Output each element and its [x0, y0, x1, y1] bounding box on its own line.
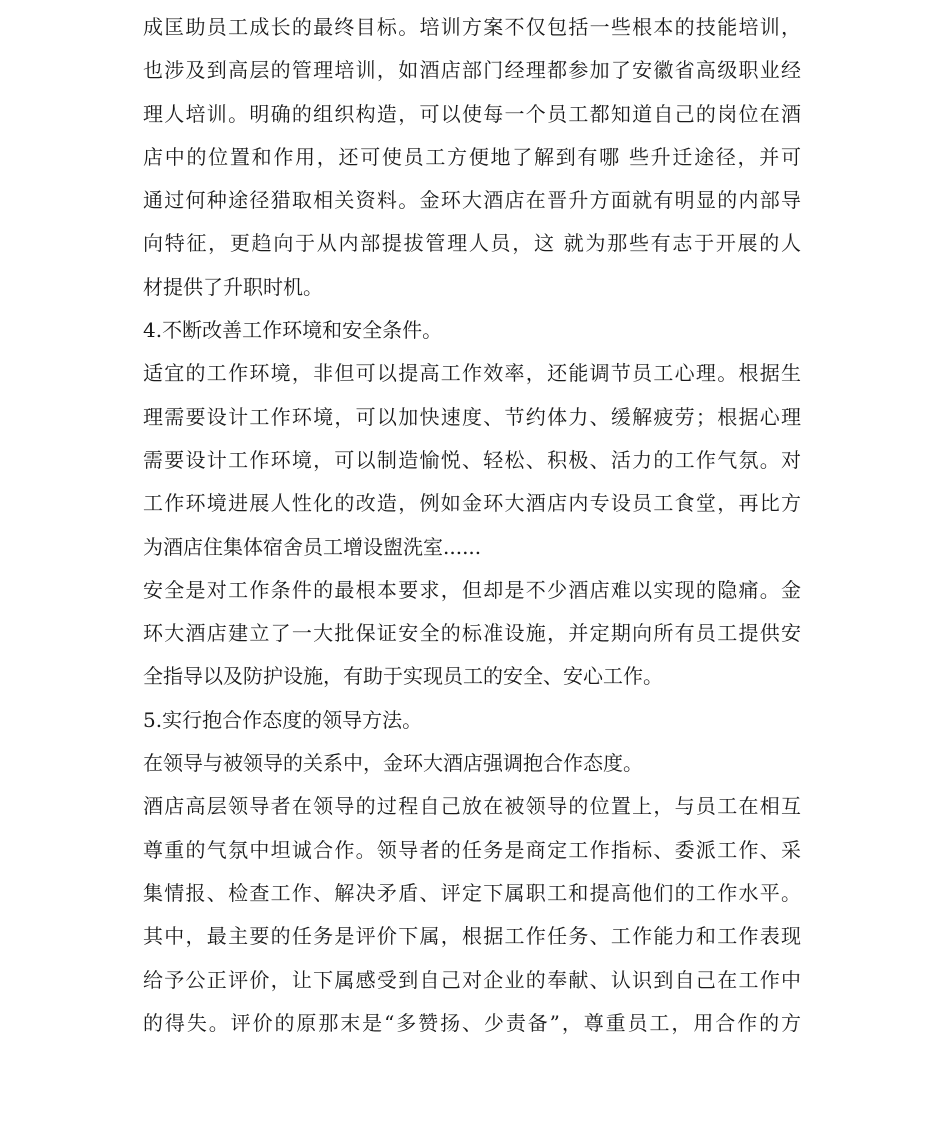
- text-line: 其中，最主要的任务是评价下属，根据工作任务、工作能力和工作表现: [143, 924, 801, 949]
- text-line: 为酒店住集体宿舍员工增设盥洗室......: [143, 534, 482, 559]
- text-line: 全指导以及防护设施，有助于实现员工的安全、安心工作。: [143, 664, 663, 689]
- text-line: 适宜的工作环境，非但可以提高工作效率，还能调节员工心理。根据生: [143, 361, 801, 386]
- text-line: 工作环境进展人性化的改造，例如金环大酒店内专设员工食堂，再比方: [143, 491, 801, 516]
- text-line: 材提供了升职时机。: [143, 274, 323, 299]
- text-line: 在领导与被领导的关系中，金环大酒店强调抱合作态度。: [143, 751, 643, 776]
- text-line: 向特征，更趋向于从内部提拔管理人员，这 就为那些有志于开展的人: [143, 231, 801, 256]
- text-line: 安全是对工作条件的最根本要求，但却是不少酒店难以实现的隐痛。金: [143, 577, 801, 602]
- section-heading: 4.不断改善工作环境和安全条件。: [143, 318, 443, 343]
- text-line: 集情报、检查工作、解决矛盾、评定下属职工和提高他们的工作水平。: [143, 880, 801, 905]
- text-line: 给予公正评价，让下属感受到自己对企业的奉献、认识到自己在工作中: [143, 967, 801, 992]
- text-line: 也涉及到高层的管理培训，如酒店部门经理都参加了安徽省高级职业经: [143, 58, 801, 83]
- text-line: 通过何种途径猎取相关资料。金环大酒店在晋升方面就有明显的内部导: [143, 188, 801, 213]
- text-line: 理人培训。明确的组织构造，可以使每一个员工都知道自己的岗位在酒: [143, 101, 801, 126]
- text-line: 环大酒店建立了一大批保证安全的标准设施，并定期向所有员工提供安: [143, 621, 801, 646]
- text-line: 尊重的气氛中坦诚合作。领导者的任务是商定工作指标、委派工作、采: [143, 837, 801, 862]
- text-line: 理需要设计工作环境，可以加快速度、节约体力、缓解疲劳；根据心理: [143, 404, 801, 429]
- document-page: [143, 6, 813, 1045]
- text-line: 店中的位置和作用，还可使员工方便地了解到有哪 些升迁途径，并可: [143, 144, 801, 169]
- text-line: 酒店高层领导者在领导的过程自己放在被领导的位置上，与员工在相互: [143, 794, 801, 819]
- text-line: 的得失。评价的原那末是“多赞扬、少责备”，尊重员工，用合作的方: [143, 1010, 801, 1035]
- section-heading: 5.实行抱合作态度的领导方法。: [143, 707, 423, 732]
- text-line: 需要设计工作环境，可以制造愉悦、轻松、积极、活力的工作气氛。对: [143, 447, 801, 472]
- text-line: 成匡助员工成长的最终目标。培训方案不仅包括一些根本的技能培训，: [143, 15, 801, 39]
